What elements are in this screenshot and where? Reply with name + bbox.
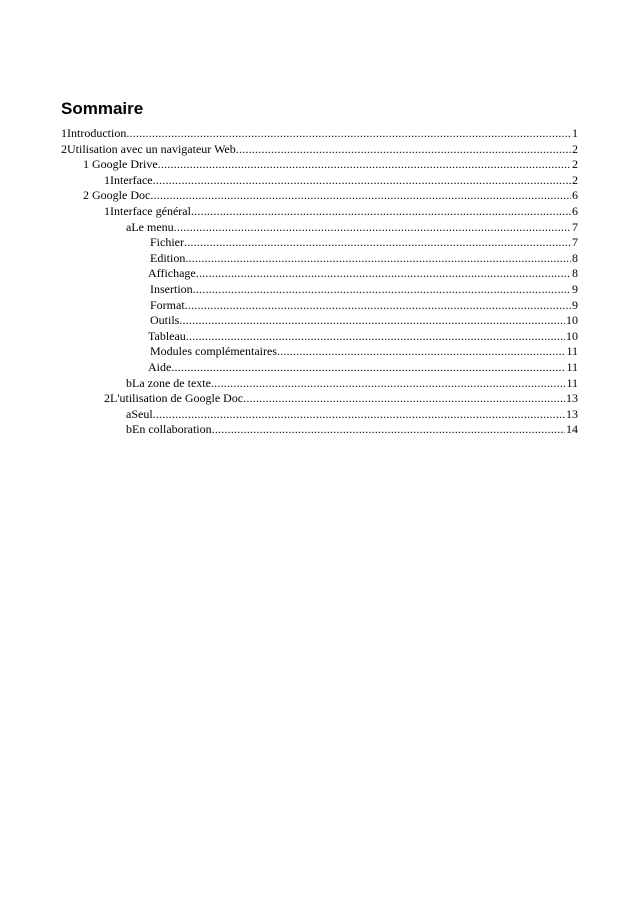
toc-entry-le-menu[interactable]: [61, 220, 578, 236]
toc-dot-leader: [126, 126, 571, 142]
toc-entry-zone-de-texte[interactable]: [61, 376, 578, 392]
toc-page-number: 2: [572, 172, 578, 187]
toc-dot-leader: [153, 173, 571, 189]
toc-dot-leader: [185, 298, 571, 314]
toc-page-number: 2: [572, 157, 578, 172]
toc-dot-leader: [212, 422, 565, 438]
toc-entry-interface-general[interactable]: [61, 204, 578, 220]
toc-entry-label: 2 Google Doc: [83, 188, 151, 203]
toc-entry-label: bLa zone de texte: [126, 375, 211, 390]
toc-dot-leader: [277, 344, 565, 360]
toc-entry-label: Affichage: [148, 266, 196, 281]
toc-page-number: 7: [572, 219, 578, 234]
toc-entry-label: Modules complémentaires: [150, 344, 277, 359]
toc-entry-edition[interactable]: [61, 251, 578, 267]
toc-page-number: 9: [572, 297, 578, 312]
toc-title: Sommaire: [61, 99, 144, 118]
toc-page-number: 2: [572, 141, 578, 156]
toc-entry-label: bEn collaboration: [126, 422, 212, 437]
toc-entry-seul[interactable]: [61, 407, 578, 423]
toc-entry-utilisation-google-doc[interactable]: [61, 391, 578, 407]
toc-dot-leader: [193, 282, 571, 298]
toc-page-number: 10: [566, 328, 578, 343]
toc-entry-affichage[interactable]: [61, 266, 578, 282]
toc-entry-google-drive[interactable]: [61, 157, 578, 173]
toc-dot-leader: [243, 391, 565, 407]
toc-page-number: 6: [572, 203, 578, 218]
toc-dot-leader: [179, 313, 565, 329]
toc-page-number: 13: [566, 391, 578, 406]
toc-page-number: 8: [572, 266, 578, 281]
toc-entry-insertion[interactable]: [61, 282, 578, 298]
toc-entry-drive-interface[interactable]: [61, 173, 578, 189]
toc-page-number: 9: [572, 281, 578, 296]
toc-dot-leader: [158, 157, 571, 173]
toc-entry-label: aLe menu: [126, 219, 174, 234]
toc-entry-label: Format: [150, 297, 185, 312]
toc-dot-leader: [185, 251, 571, 267]
toc-page-number: 7: [572, 235, 578, 250]
toc-entry-label: Tableau: [148, 328, 186, 343]
toc-entry-modules-complementaires[interactable]: [61, 344, 578, 360]
toc-entry-label: 1Interface: [104, 172, 153, 187]
toc-entry-label: Fichier: [150, 235, 184, 250]
toc-page-number: 6: [572, 188, 578, 203]
table-of-contents: [61, 126, 578, 438]
toc-page-number: 10: [566, 313, 578, 328]
toc-page-number: 11: [566, 359, 578, 374]
toc-entry-format[interactable]: [61, 298, 578, 314]
toc-page-number: 13: [566, 406, 578, 421]
toc-entry-label: Outils: [150, 313, 180, 328]
toc-entry-label: Insertion: [150, 281, 193, 296]
toc-dot-leader: [150, 188, 571, 204]
toc-page-number: 11: [566, 375, 578, 390]
toc-entry-utilisation-navigateur[interactable]: [61, 142, 578, 158]
toc-entry-label: Aide: [148, 359, 172, 374]
toc-entry-label: Edition: [150, 250, 186, 265]
toc-page-number: 14: [566, 422, 578, 437]
toc-entry-en-collaboration[interactable]: [61, 422, 578, 438]
toc-entry-label: 1 Google Drive: [83, 157, 158, 172]
toc-dot-leader: [211, 376, 565, 392]
toc-dot-leader: [196, 266, 571, 282]
toc-entry-aide[interactable]: [61, 360, 578, 376]
toc-entry-fichier[interactable]: [61, 235, 578, 251]
toc-dot-leader: [236, 142, 571, 158]
toc-page-number: 11: [566, 344, 578, 359]
toc-page-number: 1: [572, 126, 578, 140]
toc-page-number: 8: [572, 250, 578, 265]
toc-entry-label: 1Introduction: [61, 126, 127, 140]
toc-entry-outils[interactable]: [61, 313, 578, 329]
toc-dot-leader: [171, 360, 565, 376]
toc-entry-label: 2L'utilisation de Google Doc: [104, 391, 244, 406]
toc-entry-google-doc[interactable]: [61, 188, 578, 204]
toc-dot-leader: [153, 407, 565, 423]
toc-entry-introduction[interactable]: [61, 126, 578, 142]
toc-dot-leader: [186, 329, 565, 345]
toc-entry-label: 2Utilisation avec un navigateur Web: [61, 141, 236, 156]
toc-dot-leader: [184, 235, 571, 251]
toc-dot-leader: [191, 204, 571, 220]
toc-entry-label: aSeul: [126, 406, 153, 421]
toc-entry-label: 1Interface général: [104, 203, 191, 218]
toc-dot-leader: [174, 220, 571, 236]
toc-entry-tableau[interactable]: [61, 329, 578, 345]
